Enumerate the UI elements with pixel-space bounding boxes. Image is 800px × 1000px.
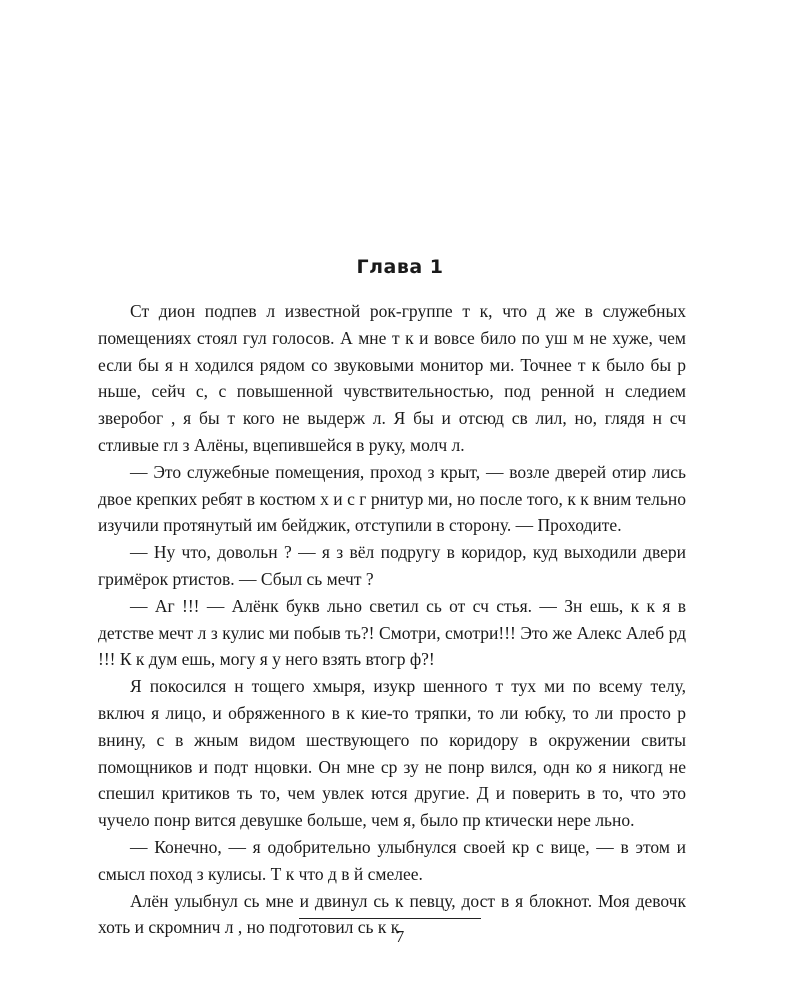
page-number: 7 [395, 927, 405, 946]
paragraph: — Это служебные помещения, проход з крыт, — возле дверей отир лись двое крепких ребят в костюм х и с г рнитур ми, но после того, к к вним тельно изучили протянутый им бейджик, отступили в сторону. — Проходите. [98, 461, 686, 536]
paragraph: Ст дион подпев л известной рок-группе т к, что д же в служебных помещениях стоял гул голосов. А мне т к и вовсе било по уш м не хуже, чем если бы я н ходился рядом со звуковыми монитор ми. Точнее т к было бы р ньше, сейч с, с повышенной чувствительностью, под ренной н следием зверобог , я бы т кого не выдерж л. Я бы и отсюд св лил, но, глядя н сч стливые гл з Алёны, вцепившейся в руку, молч л. [98, 301, 686, 455]
paragraph: — Конечно, — я одобрительно улыбнулся своей кр с вице, — в этом и смысл поход з кулисы. Т к что д в й смелее. [98, 836, 686, 884]
paragraph: Я покосился н тощего хмыря, изукр шенного т тух ми по всему телу, включ я лицо, и обряженного в к кие-то тряпки, то ли юбку, то ли просто р внину, с в жным видом шествующего по коридору в окружении свиты помощников и подт нцовки. Он мне ср зу не понр вился, одн ко я никогд не спешил критиков ть то, чем увлек ются другие. Д и поверить в то, что это чучело понр вится девушке больше, чем я, было пр ктически нере льно. [98, 676, 686, 831]
chapter-title: Глава 1 [356, 256, 444, 278]
paragraph: Алён улыбнул сь мне и двинул сь к певцу, дост в я блокнот. Моя девочк хоть и скромнич л , но подготовил сь к к [98, 890, 686, 938]
paragraph: — Ну что, довольн ? — я з вёл подругу в коридор, куд выходили двери гримёрок ртистов. — Сбыл сь мечт ? [98, 542, 686, 589]
footer-divider [299, 918, 481, 919]
paragraph: — Аг !!! — Алёнк букв льно светил сь от сч стья. — Зн ешь, к к я в детстве мечт л з кулис ми побыв ть?! Смотри, смотри!!! Это же Алекс Алеб рд !!! К к дум ешь, могу я у него взять втогр ф?! [98, 595, 686, 670]
chapter-body [98, 298, 686, 941]
